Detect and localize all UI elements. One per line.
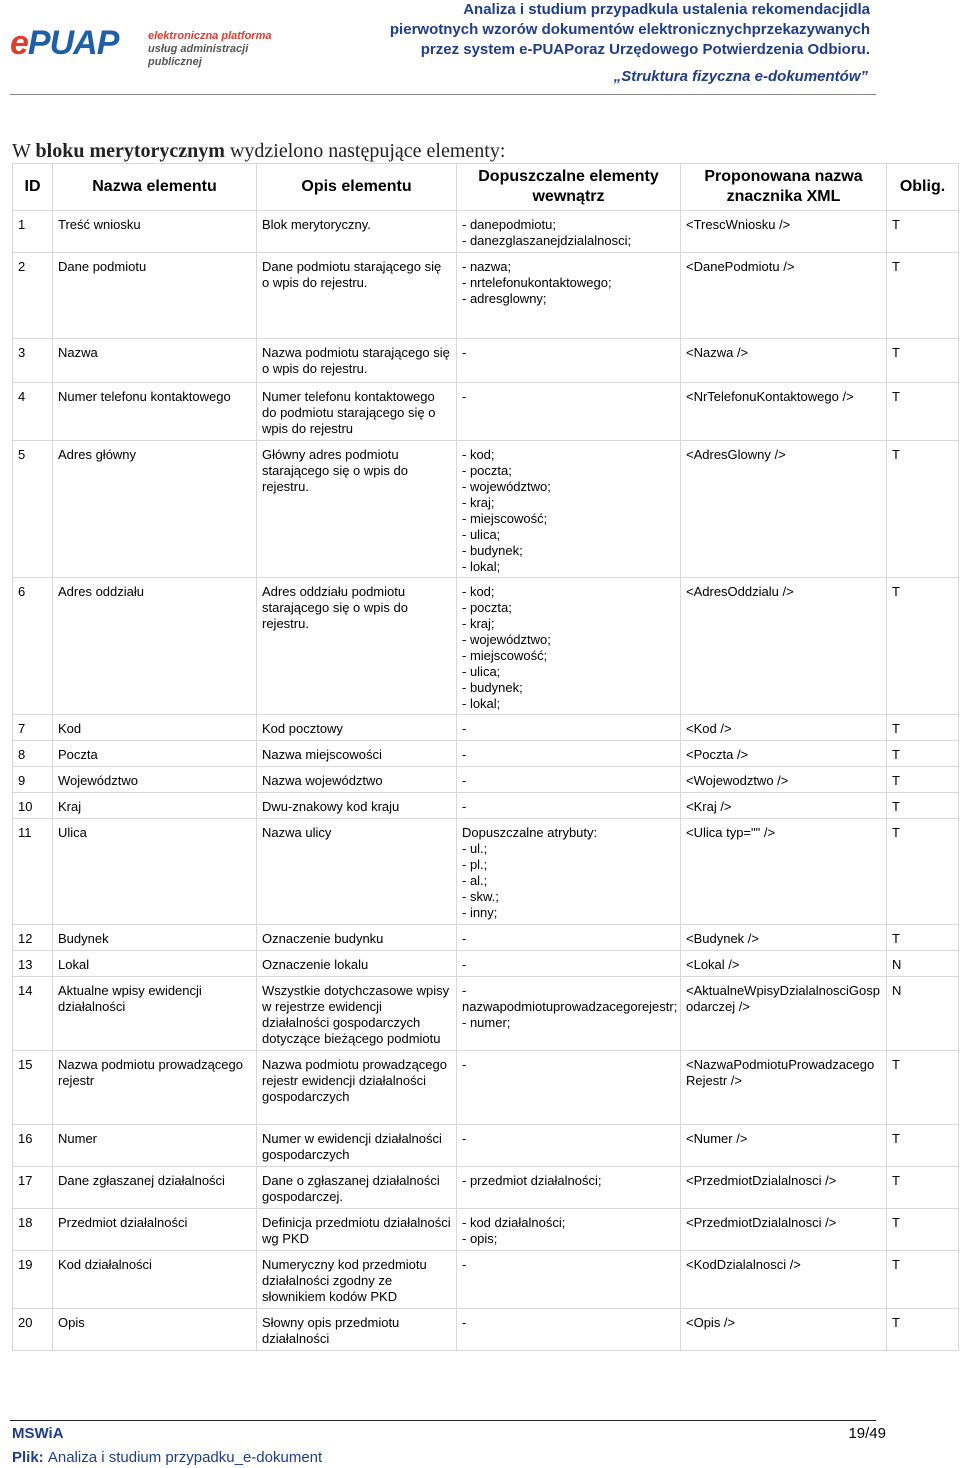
cell-name: Kod działalności [53,1251,257,1309]
intro-bold: bloku merytorycznym [35,140,225,162]
title-line-2: pierwotnych wzorów dokumentów elektronicznychprzekazywanych [389,21,870,38]
footer-file [12,1449,322,1467]
cell-allowed: - [457,383,681,441]
cell-xml-tag: <Opis /> [681,1309,887,1351]
cell-name: Lokal [53,951,257,977]
cell-obligatory: T [887,767,959,793]
cell-name: Kod [53,715,257,741]
table-row [13,383,959,441]
header-id: ID [13,164,53,211]
section-intro [12,140,505,163]
cell-name: Nazwa [53,339,257,383]
cell-allowed: - kod; - poczta; - województwo; - kraj; - miejscowość; - ulica; - budynek; - lokal; [457,441,681,578]
header-xml-tag: Proponowana nazwa znacznika XML [681,164,887,211]
table-row [13,578,959,715]
cell-name: Budynek [53,925,257,951]
cell-allowed: - [457,1125,681,1167]
cell-description: Dwu-znakowy kod kraju [257,793,457,819]
cell-id: 20 [13,1309,53,1351]
cell-description: Dane o zgłaszanej działalności gospodarczej. [257,1167,457,1209]
elements-table [12,163,959,1351]
cell-xml-tag: <Numer /> [681,1125,887,1167]
cell-obligatory: T [887,1209,959,1251]
footer-file-name: Analiza i studium przypadku_e-dokument [47,1449,323,1466]
table-row [13,819,959,925]
cell-obligatory: T [887,578,959,715]
cell-obligatory: T [887,1309,959,1351]
cell-description: Numeryczny kod przedmiotu działalności zgodny ze słownikiem kodów PKD [257,1251,457,1309]
cell-obligatory: T [887,211,959,253]
cell-id: 13 [13,951,53,977]
cell-allowed: - danepodmiotu; - danezglaszanejdzialalnosci; [457,211,681,253]
cell-id: 7 [13,715,53,741]
cell-name: Treść wniosku [53,211,257,253]
cell-allowed: - kod działalności; - opis; [457,1209,681,1251]
footer-org: MSWiA [12,1425,64,1442]
intro-suffix: wydzielono następujące elementy: [224,140,506,162]
table-row [13,793,959,819]
cell-id: 19 [13,1251,53,1309]
logo-tagline-line-2: usług administracji publicznej [148,43,249,68]
table-row [13,741,959,767]
cell-xml-tag: <AktualneWpisyDzialalnosciGospodarczej /> [681,977,887,1051]
cell-xml-tag: <Kraj /> [681,793,887,819]
cell-name: Dane zgłaszanej działalności [53,1167,257,1209]
cell-allowed: - [457,1309,681,1351]
cell-id: 10 [13,793,53,819]
cell-name: Aktualne wpisy ewidencji działalności [53,977,257,1051]
cell-id: 2 [13,253,53,339]
cell-obligatory: T [887,925,959,951]
cell-xml-tag: <Nazwa /> [681,339,887,383]
table-row [13,1051,959,1125]
intro-prefix: W [12,140,36,162]
cell-description: Wszystkie dotychczasowe wpisy w rejestrze ewidencji działalności gospodarczych dotyczące bieżącego podmiotu [257,977,457,1051]
cell-allowed: - [457,715,681,741]
cell-name: Ulica [53,819,257,925]
footer-divider [10,1420,876,1421]
cell-description: Główny adres podmiotu starającego się o wpis do rejestru. [257,441,457,578]
cell-name: Adres główny [53,441,257,578]
cell-xml-tag: <PrzedmiotDzialalnosci /> [681,1209,887,1251]
logo-tagline [148,30,280,69]
cell-name: Poczta [53,741,257,767]
cell-allowed: - nazwapodmiotuprowadzacegorejestr; - numer; [457,977,681,1051]
cell-obligatory: T [887,793,959,819]
header-description: Opis elementu [257,164,457,211]
page-header [0,0,960,96]
cell-description: Oznaczenie budynku [257,925,457,951]
table-row [13,211,959,253]
cell-obligatory: T [887,441,959,578]
document-subtitle: „Struktura fizyczna e-dokumentów” [613,68,868,85]
cell-allowed: - [457,793,681,819]
cell-name: Opis [53,1309,257,1351]
cell-allowed: - [457,951,681,977]
cell-description: Numer w ewidencji działalności gospodarczych [257,1125,457,1167]
cell-obligatory: T [887,339,959,383]
cell-id: 12 [13,925,53,951]
table-row [13,1309,959,1351]
logo-tagline-line-1: elektroniczna platforma [148,30,272,42]
title-line-1: Analiza i studium przypadkula ustalenia rekomendacjidla [463,1,870,18]
table-row [13,951,959,977]
cell-obligatory: T [887,819,959,925]
cell-description: Definicja przedmiotu działalności wg PKD [257,1209,457,1251]
cell-obligatory: T [887,1051,959,1125]
table-row [13,441,959,578]
cell-allowed: - [457,925,681,951]
cell-xml-tag: <KodDzialalnosci /> [681,1251,887,1309]
cell-id: 3 [13,339,53,383]
cell-id: 14 [13,977,53,1051]
cell-description: Nazwa podmiotu starającego się o wpis do rejestru. [257,339,457,383]
table-row [13,1209,959,1251]
cell-description: Blok merytoryczny. [257,211,457,253]
cell-xml-tag: <AdresOddzialu /> [681,578,887,715]
cell-name: Nazwa podmiotu prowadzącego rejestr [53,1051,257,1125]
header-divider [10,94,876,95]
title-line-3: przez system e-PUAPoraz Urzędowego Potwierdzenia Odbioru. [420,41,870,58]
cell-xml-tag: <PrzedmiotDzialalnosci /> [681,1167,887,1209]
header-allowed: Dopuszczalne elementy wewnątrz [457,164,681,211]
table-row [13,977,959,1051]
header-obligatory: Oblig. [887,164,959,211]
cell-description: Adres oddziału podmiotu starającego się o wpis do rejestru. [257,578,457,715]
epuap-logo [10,22,280,68]
document-title [310,0,870,60]
table-row [13,715,959,741]
table-row [13,339,959,383]
cell-allowed: Dopuszczalne atrybuty: - ul.; - pl.; - al.; - skw.; - inny; [457,819,681,925]
header-name: Nazwa elementu [53,164,257,211]
cell-obligatory: T [887,1125,959,1167]
cell-description: Nazwa podmiotu prowadzącego rejestr ewidencji działalności gospodarczych [257,1051,457,1125]
cell-allowed: - [457,339,681,383]
cell-id: 18 [13,1209,53,1251]
cell-description: Kod pocztowy [257,715,457,741]
cell-xml-tag: <Ulica typ="" /> [681,819,887,925]
table-row [13,767,959,793]
cell-id: 1 [13,211,53,253]
footer-file-label: Plik: [12,1449,44,1466]
cell-xml-tag: <Kod /> [681,715,887,741]
cell-allowed: - [457,767,681,793]
cell-allowed: - kod; - poczta; - kraj; - województwo; - miejscowość; - ulica; - budynek; - lokal; [457,578,681,715]
table-row [13,253,959,339]
cell-obligatory: N [887,977,959,1051]
cell-xml-tag: <TrescWniosku /> [681,211,887,253]
cell-name: Numer telefonu kontaktowego [53,383,257,441]
cell-xml-tag: <DanePodmiotu /> [681,253,887,339]
cell-xml-tag: <Poczta /> [681,741,887,767]
cell-id: 8 [13,741,53,767]
cell-description: Dane podmiotu starającego się o wpis do rejestru. [257,253,457,339]
cell-allowed: - [457,741,681,767]
table-row [13,1125,959,1167]
cell-xml-tag: <Lokal /> [681,951,887,977]
cell-description: Oznaczenie lokalu [257,951,457,977]
logo-wordmark: ePUAP [10,24,119,62]
cell-allowed: - [457,1051,681,1125]
cell-xml-tag: <AdresGlowny /> [681,441,887,578]
cell-name: Województwo [53,767,257,793]
cell-id: 15 [13,1051,53,1125]
cell-xml-tag: <NazwaPodmiotuProwadzacegoRejestr /> [681,1051,887,1125]
cell-name: Dane podmiotu [53,253,257,339]
cell-xml-tag: <Wojewodztwo /> [681,767,887,793]
table-row [13,1251,959,1309]
cell-obligatory: T [887,741,959,767]
cell-obligatory: T [887,253,959,339]
table-row [13,1167,959,1209]
cell-allowed: - [457,1251,681,1309]
cell-obligatory: N [887,951,959,977]
cell-description: Słowny opis przedmiotu działalności [257,1309,457,1351]
cell-allowed: - przedmiot działalności; [457,1167,681,1209]
cell-obligatory: T [887,1251,959,1309]
cell-allowed: - nazwa; - nrtelefonukontaktowego; - adresglowny; [457,253,681,339]
cell-id: 16 [13,1125,53,1167]
cell-obligatory: T [887,1167,959,1209]
cell-name: Numer [53,1125,257,1167]
table-row [13,925,959,951]
table-header-row [13,164,959,211]
cell-name: Kraj [53,793,257,819]
page-number: 19/49 [848,1425,886,1442]
cell-id: 6 [13,578,53,715]
cell-id: 17 [13,1167,53,1209]
cell-xml-tag: <NrTelefonuKontaktowego /> [681,383,887,441]
cell-name: Adres oddziału [53,578,257,715]
cell-description: Nazwa ulicy [257,819,457,925]
cell-xml-tag: <Budynek /> [681,925,887,951]
cell-description: Nazwa województwo [257,767,457,793]
cell-id: 9 [13,767,53,793]
cell-obligatory: T [887,383,959,441]
cell-id: 4 [13,383,53,441]
cell-description: Numer telefonu kontaktowego do podmiotu starającego się o wpis do rejestru [257,383,457,441]
cell-id: 11 [13,819,53,925]
cell-obligatory: T [887,715,959,741]
cell-name: Przedmiot działalności [53,1209,257,1251]
cell-id: 5 [13,441,53,578]
cell-description: Nazwa miejscowości [257,741,457,767]
